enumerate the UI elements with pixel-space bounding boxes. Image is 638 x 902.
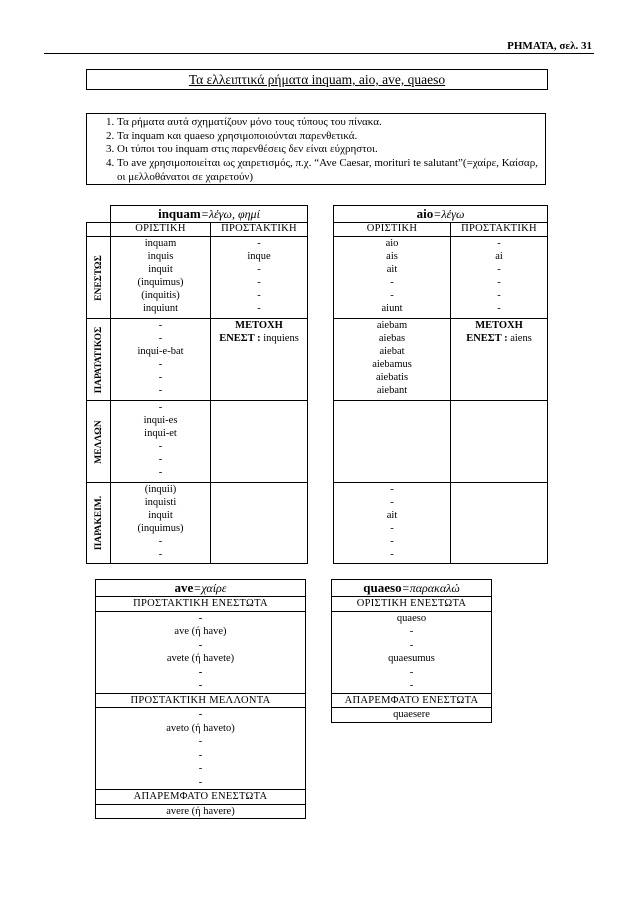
aio-perfect-imp-empty [451,483,548,564]
participle-value: inquiens [263,333,299,344]
tense-cell-enestos [87,237,111,319]
notes-list [87,116,545,185]
form: ait [386,510,398,521]
tense-label-mellon: ΜΕΛΛΩΝ [93,419,104,464]
form: - [158,467,163,478]
form: - [390,523,394,534]
form: - [257,290,261,301]
form: inquit [148,264,173,275]
form: - [409,680,414,691]
aio-indicative-present [334,237,451,319]
form: - [198,736,203,747]
form: inque [247,251,271,262]
note-item: 1. Τα ρήματα αυτά σχηματίζουν μόνο τους τύπους του πίνακα. [117,116,545,130]
participle-label: ΜΕΤΟΧΗ [475,320,523,331]
participle-value: aiens [510,333,532,344]
form: - [198,612,203,624]
ave-gloss: =χαίρε [193,581,227,595]
form: - [158,333,163,344]
inquam-gloss: =λέγω, φημί [200,207,260,221]
form: - [158,402,163,413]
inquam-header [111,206,308,223]
form: avere (ή havere) [96,804,306,819]
form: - [497,238,501,249]
aio-indicative-perfect [334,483,451,564]
form: aiebatis [375,372,409,383]
column-header-prostaktiki: ΠΡΟΣΤΑΚΤΙΚΗ [451,223,548,237]
ave-section-imperative-present: ΠΡΟΣΤΑΚΤΙΚΗ ΕΝΕΣΤΩΤΑ [96,597,306,612]
tense-cell-paratatikos [87,319,111,401]
ave-section-infinitive: ΑΠΑΡΕΜΦΑΤΟ ΕΝΕΣΤΩΤΑ [96,790,306,805]
form: inquiunt [142,303,178,314]
participle-label: ΜΕΤΟΧΗ [235,320,283,331]
inquam-indicative-perfect [111,483,211,564]
form: aveto (ή haveto) [166,722,235,734]
form: - [158,441,163,452]
row-enestos [87,237,548,319]
aio-future-imp-empty [451,401,548,483]
form: - [198,763,203,774]
quaeso-gloss: =παρακαλώ [401,581,460,595]
inquam-indicative-future [111,401,211,483]
form: - [390,536,394,547]
form: aiebas [378,333,406,344]
form: - [158,536,163,547]
form: - [257,238,261,249]
form: - [158,549,163,560]
row-paratatikos [87,319,548,401]
column-header-oristiki: ΟΡΙΣΤΙΚΗ [111,223,211,237]
inquam-imperative-present [211,237,308,319]
form: - [390,549,394,560]
form: - [158,372,163,383]
form: - [257,277,261,288]
row-mellon [87,401,548,483]
form: - [198,666,203,678]
form: - [497,290,501,301]
column-header-prostaktiki: ΠΡΟΣΤΑΚΤΙΚΗ [211,223,308,237]
tense-label-enestos: ΕΝΕΣΤΩΣ [93,254,104,301]
form: ave (ή have) [174,626,227,637]
form: - [390,277,394,288]
tense-label-parakeim: ΠΑΡΑΚΕΙΜ. [93,495,104,551]
ave-forms-1 [96,611,306,693]
form: inquis [147,251,174,262]
form: ais [386,251,398,262]
inquam-future-empty [211,401,308,483]
quaeso-forms-1 [332,611,492,693]
form: (inquitis) [141,290,180,301]
quaeso-verb: quaeso [363,580,402,595]
form: inqui-et [144,428,177,439]
form: - [198,709,203,720]
form: (inquii) [144,484,177,495]
form: (inquimus) [137,523,184,534]
form: - [409,626,414,637]
tense-label-paratatikos: ΠΑΡΑΤΑΤΙΚΟΣ [93,326,104,393]
form: ait [386,264,398,275]
form: aiebat [379,346,405,357]
page-title [86,69,548,90]
note-item: 2. Τα inquam και quaeso χρησιμοποιούνται παρενθετικά. [117,130,545,144]
form: quaeso [396,612,427,624]
inquam-participle [211,319,308,401]
ave-verb: ave [174,580,194,595]
form: - [198,680,203,691]
form: - [257,303,261,314]
form: inquam [144,238,177,249]
note-item: 4. Το ave χρησιμοποιείται ως χαιρετισμός, π.χ. “Ave Caesar, morituri te salutant”(=χαίρε, Καίσαρ, οι μελλοθάνατοι σε χαιρετούν) [117,157,545,184]
form: inquit [148,510,173,521]
quaeso-section-infinitive: ΑΠΑΡΕΜΦΑΤΟ ΕΝΕΣΤΩΤΑ [332,693,492,708]
form: aio [385,238,399,249]
participle-form [211,332,307,345]
form: aiunt [381,303,403,314]
form: quaesere [332,708,492,723]
aio-header [334,206,548,223]
inquam-indicative-imperfect [111,319,211,401]
note-item: 3. Οι τύποι του inquam στις παρενθέσεις δεν είναι εύχρηστοι. [117,143,545,157]
form: - [198,749,203,761]
form: - [257,264,261,275]
form: inquisti [144,497,177,508]
aio-gloss: =λέγω [433,207,465,221]
aio-participle [451,319,548,401]
form: - [409,639,414,651]
aio-future-empty [334,401,451,483]
form: aiebamus [372,359,412,370]
aio-indicative-imperfect [334,319,451,401]
form: - [158,454,163,465]
header-rule [44,53,594,54]
inquam-perfect-empty [211,483,308,564]
quaeso-header [332,580,492,597]
form: aiebant [376,385,408,396]
quaeso-section-indicative: ΟΡΙΣΤΙΚΗ ΕΝΕΣΤΩΤΑ [332,597,492,612]
form: - [198,776,203,788]
conjugation-table [86,205,548,564]
form: inqui-es [143,415,178,426]
tense-cell-parakeim [87,483,111,564]
tense-cell-mellon [87,401,111,483]
page-title-text: Τα ελλειπτικά ρήματα inquam, aio, ave, quaeso [188,72,446,87]
form: inqui-e-bat [137,346,184,357]
participle-form [451,332,547,345]
form: (inquimus) [137,277,184,288]
form: - [198,639,203,651]
form: - [158,320,163,331]
aio-imperative-present [451,237,548,319]
form: aiebam [376,320,408,331]
inquam-indicative-present [111,237,211,319]
form: - [390,290,394,301]
ave-forms-2 [96,708,306,790]
form: - [497,264,501,275]
ave-header [96,580,306,597]
row-parakeim [87,483,548,564]
form: - [158,359,163,370]
notes-box [86,113,546,185]
participle-prefix: ΕΝΕΣΤ : [466,333,508,344]
form: - [497,277,501,288]
form: - [390,497,394,508]
column-header-oristiki: ΟΡΙΣΤΙΚΗ [334,223,451,237]
form: ai [495,251,503,262]
inquam-verb: inquam [158,206,201,221]
form: quaesumus [388,653,435,664]
quaeso-table [331,579,492,723]
aio-verb: aio [416,206,434,221]
form: - [409,666,414,678]
page-header: ΡΗΜΑΤΑ, σελ. 31 [507,40,592,52]
ave-table [95,579,306,819]
form: avete (ή havete) [166,653,235,664]
participle-prefix: ΕΝΕΣΤ : [219,333,261,344]
form: - [497,303,501,314]
ave-section-imperative-future: ΠΡΟΣΤΑΚΤΙΚΗ ΜΕΛΛΟΝΤΑ [96,693,306,708]
form: - [390,484,394,495]
form: - [158,385,163,396]
